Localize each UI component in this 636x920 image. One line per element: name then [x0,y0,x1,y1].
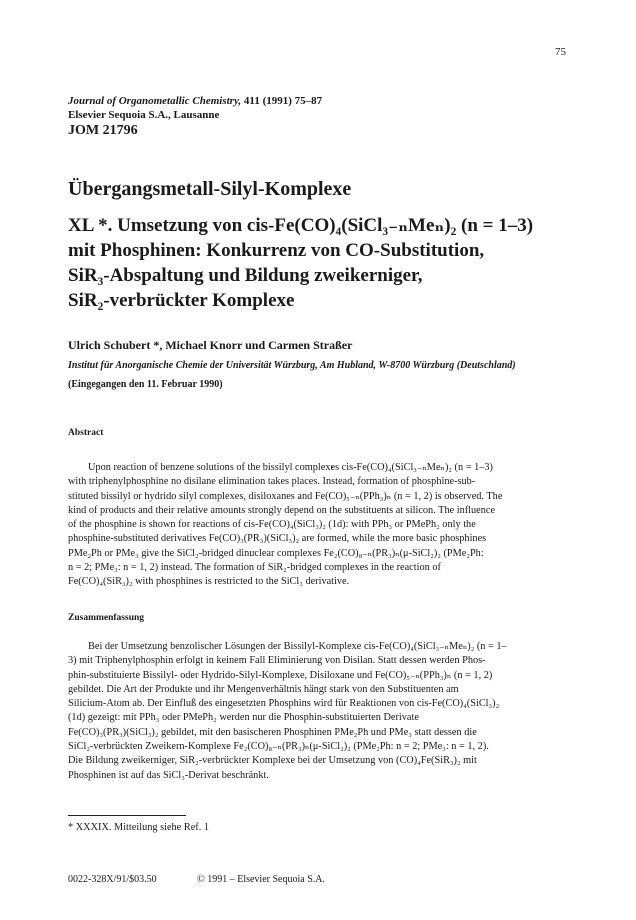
abstract-line: kind of products and their relative amounts strongly depend on the substituents at silicon. The influence [68,504,496,516]
footnote: * XXXIX. Mitteilung siehe Ref. 1 [68,822,209,833]
copyright: © 1991 – Elsevier Sequoia S.A. [197,874,325,885]
journal-code: JOM 21796 [68,123,138,138]
zusammenfassung-line: (1d) gezeigt: mit PPh₃ oder PMePh₂ werden nur die Phosphin-substituierten Derivate [68,712,419,724]
zusammenfassung-line: gebildet. Die Art der Produkte und ihr Mengenverhältnis hängt stark von den Substituenten am [68,683,459,695]
zusammenfassung-heading: Zusammenfassung [68,613,145,623]
abstract-heading: Abstract [68,428,104,438]
title-line-1: XL *. Umsetzung von cis-Fe(CO)₄(SiCl₃₋ₙMeₙ)₂ (n = 1–3) [68,215,534,236]
title-line-2: mit Phosphinen: Konkurrenz von CO-Substitution, [68,240,485,261]
abstract-line: phosphine-substituted derivatives Fe(CO)₃(PR₃)(SiCl₃)₂ are formed, while the more basic phosphines [68,533,487,545]
journal-header [68,94,322,138]
abstract-line: with triphenylphosphine no disilane elimination takes places. Instead, formation of phosphine-sub- [68,476,476,488]
abstract-line: PMe₂Ph or PMe₃ give the SiCl₂-bridged dinuclear complexes Fe₂(CO)₈₋ₙ(PR₃)ₙ(μ-SiCl₂)₂ (PMe₂Ph: [68,547,484,559]
journal-volume: 411 (1991) 75–87 [241,95,323,107]
zusammenfassung-line: phin-substituierte Bissilyl- oder Hydrido-Silyl-Komplexe, Disiloxane und Fe(CO)₅₋ₙ(PPh₃)ₙ (n = 1, 2) [68,669,493,681]
title-line-4: SiR₂-verbrückter Komplexe [68,290,295,311]
abstract-line: Fe(CO)₄(SiR₃)₂ with phosphines is restricted to the SiCl₃ derivative. [68,576,350,588]
page-footer [68,874,325,885]
zusammenfassung-line: Fe(CO)₃(PR₃)(SiCl₃)₂ gebildet, mit den basischeren Phosphinen PMe₂Ph und PMe₃ statt dessen die [68,726,477,738]
zusammenfassung-line: Bei der Umsetzung benzolischer Lösungen der Bissilyl-Komplexe cis-Fe(CO)₄(SiCl₃₋ₙMeₙ)₂ (n = 1– [88,641,507,652]
abstract-line: stituted bissilyl or hydrido silyl complexes, disiloxanes and Fe(CO)₅₋ₙ(PPh₃)ₙ (n = 1, 2) is observed. The [68,490,503,502]
footnote-rule [68,815,186,816]
page-number: 75 [555,46,566,58]
received-date: (Eingegangen den 11. Februar 1990) [68,379,223,390]
title-line-3: SiR₃-Abspaltung und Bildung zweikerniger, [68,265,423,286]
journal-citation [68,94,322,108]
abstract-line: Upon reaction of benzene solutions of the bissilyl complexes cis-Fe(CO)₄(SiCl₃₋ₙMeₙ)₂ (n = 1–3) [88,462,493,473]
paper-title [68,213,578,313]
zusammenfassung-line: SiCl₂-verbrückten Zweikern-Komplexe Fe₂(CO)₈₋ₙ(PR₃)ₙ(μ-SiCl₂)₂ (PMe₂Ph: n = 2; PMe₃: n = 1, 2). [68,741,489,753]
zusammenfassung-line: Silicium-Atom ab. Der Einfluß des eingesetzten Phosphins wird für Reaktionen von cis-Fe(CO)₄(SiCl₃)₂ [68,698,500,710]
zusammenfassung-line: Phosphinen ist auf das SiCl₃-Derivat beschränkt. [68,769,269,781]
authors: Ulrich Schubert *, Michael Knorr und Carmen Straßer [68,338,353,352]
abstract-line: n = 2; PMe₃: n = 1, 2) instead. The formation of SiR₂-bridged complexes in the reaction of [68,562,441,574]
journal-name: Journal of Organometallic Chemistry, [68,95,242,107]
publisher: Elsevier Sequoia S.A., Lausanne [68,109,220,121]
abstract-body [68,461,570,590]
affiliation: Institut für Anorganische Chemie der Universität Würzburg, Am Hubland, W-8700 Würzburg (Deutschland) [68,360,516,371]
issn-price: 0022-328X/91/$03.50 [68,874,157,885]
zusammenfassung-line: 3) mit Triphenylphosphin erfolgt in keinem Fall Eliminierung von Disilan. Statt dessen werden Phos- [68,655,486,667]
zusammenfassung-line: Die Bildung zweikerniger, SiR₂-verbrückter Komplexe bei der Umsetzung von (CO)₄Fe(SiR₃)₂ mit [68,755,477,767]
title-series: Übergangsmetall-Silyl-Komplexe [68,178,352,200]
zusammenfassung-body [68,640,570,783]
abstract-line: of the phosphine is shown for reactions of cis-Fe(CO)₄(SiCl₃)₂ (1d): with PPh₃ or PMePh₂ only the [68,519,476,531]
